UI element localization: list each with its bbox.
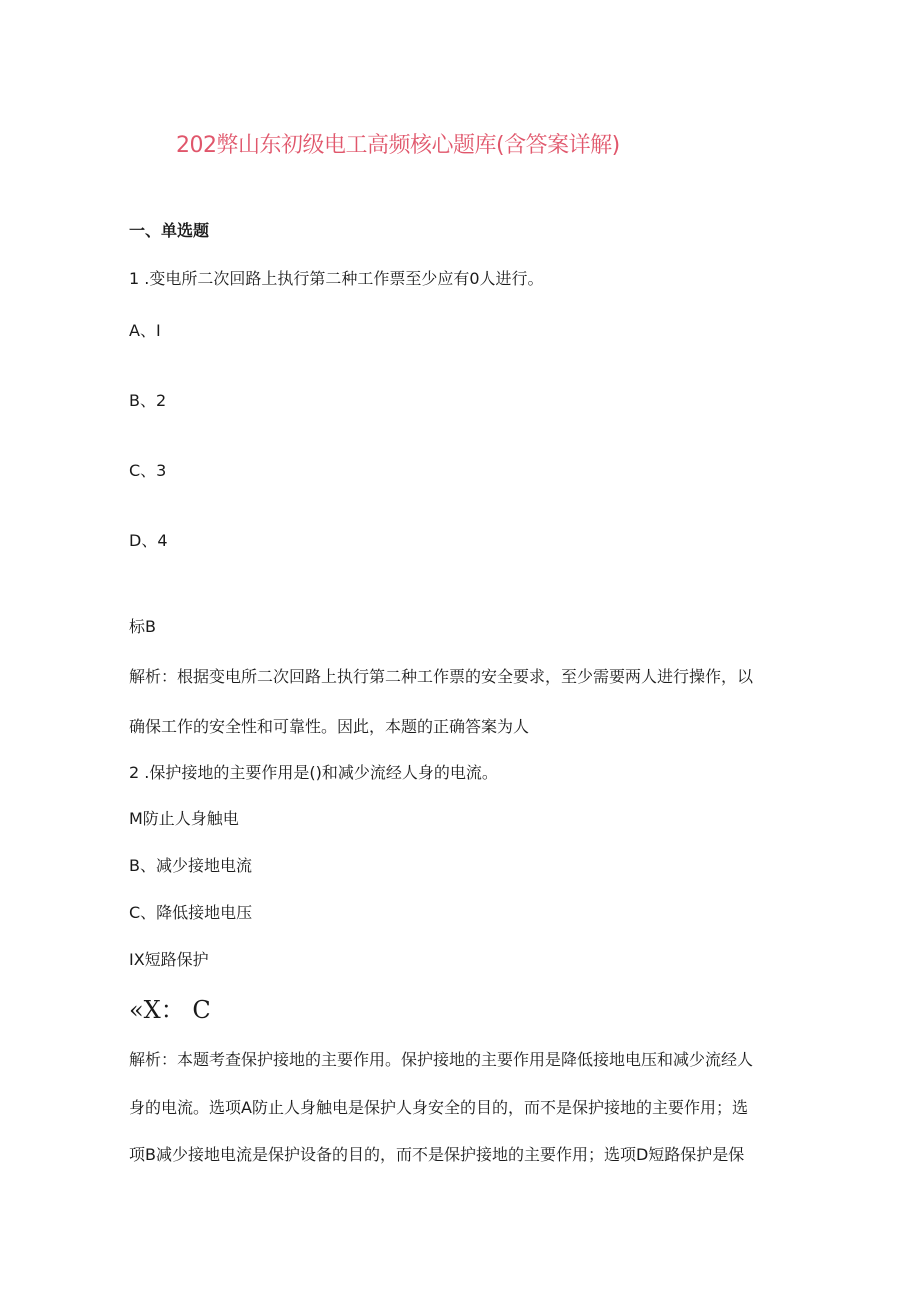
question-2-text: 2 .保护接地的主要作用是()和减少流经人身的电流。 xyxy=(129,763,498,782)
question-1-option-b: B、2 xyxy=(129,391,167,410)
document-title: 202弊山东初级电工高频核心题库(含答案详解) xyxy=(176,133,620,158)
question-2-option-c: C、降低接地电压 xyxy=(129,903,253,922)
question-1-option-c: C、3 xyxy=(129,461,167,480)
question-2-option-d: IX短路保护 xyxy=(129,950,209,969)
question-2-answer: «X： C xyxy=(129,996,211,1024)
question-2-explanation-line-2: 身的电流。选项A防止人身触电是保护人身安全的目的，而不是保护接地的主要作用；选 xyxy=(129,1098,748,1117)
section-heading: 一、单选题 xyxy=(129,221,210,240)
question-2-explanation-line-3: 项B减少接地电流是保护设备的目的，而不是保护接地的主要作用；选项D短路保护是保 xyxy=(129,1145,745,1164)
question-1-option-a: A、I xyxy=(129,321,161,340)
question-1-answer: 标B xyxy=(129,617,156,636)
question-2-explanation-line-1: 解析：本题考查保护接地的主要作用。保护接地的主要作用是降低接地电压和减少流经人 xyxy=(129,1050,754,1069)
question-1-explanation-line-2: 确保工作的安全性和可靠性。因此，本题的正确答案为人 xyxy=(129,717,530,736)
question-1-explanation-line-1: 解析：根据变电所二次回路上执行第二种工作票的安全要求，至少需要两人进行操作，以 xyxy=(129,667,754,686)
question-2-option-b: B、减少接地电流 xyxy=(129,856,252,875)
question-2-option-a: M防止人身触电 xyxy=(129,809,239,828)
question-1-option-d: D、4 xyxy=(129,531,168,550)
question-1-text: 1 .变电所二次回路上执行第二种工作票至少应有0人进行。 xyxy=(129,269,544,288)
